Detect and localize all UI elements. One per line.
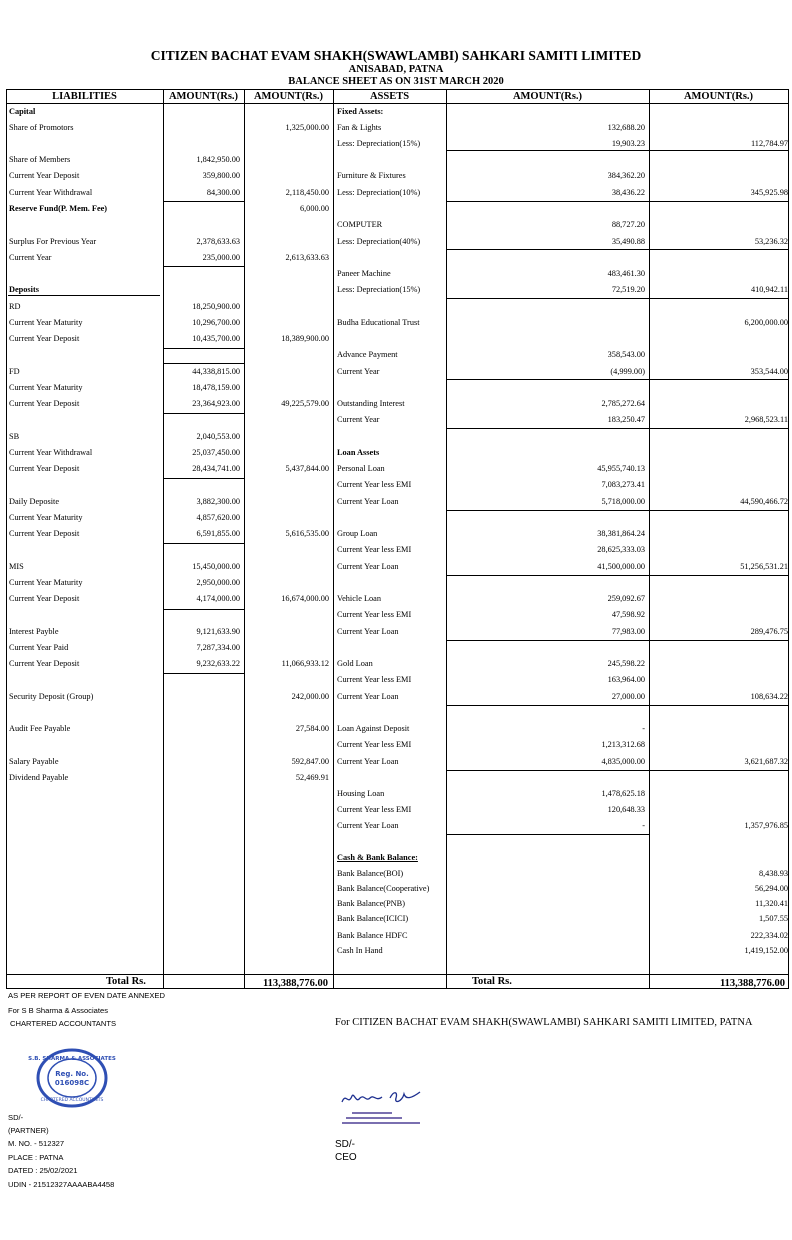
liability-separator [163,266,244,267]
asset-amount-2: 6,200,000.00 [744,318,788,327]
asset-label: Fixed Assets: [337,107,384,116]
asset-label: Current Year less EMI [337,805,412,814]
asset-label: Gold Loan [337,659,373,668]
asset-label: Current Year Loan [337,692,399,701]
liability-amount-1: 2,040,553.00 [196,432,240,441]
asset-separator [446,379,789,380]
asset-amount-1: 4,835,000.00 [601,757,645,766]
membership-number: M. NO. - 512327 [8,1139,65,1148]
col-border-0 [6,89,7,989]
liability-label: Reserve Fund(P. Mem. Fee) [9,204,108,213]
liability-separator [163,478,244,479]
asset-label: Current Year Loan [337,821,399,830]
liability-separator [163,543,244,544]
asset-amount-1: 259,092.67 [607,594,645,603]
asset-label: Housing Loan [337,789,385,798]
asset-amount-1: 7,083,273.41 [601,480,645,489]
asset-amount-2: 11,320.41 [755,899,788,908]
liability-label: Current Year Deposit [9,334,80,343]
asset-amount-1: 88,727.20 [611,220,645,229]
header-amount-1: AMOUNT(Rs.) [168,91,239,102]
liability-amount-1: 84,300.00 [206,188,240,197]
liability-amount-2: 5,437,844.00 [285,464,329,473]
col-border-5 [649,89,650,989]
col-border-1 [163,89,164,989]
asset-label: COMPUTER [337,220,383,229]
asset-label: Current Year Loan [337,757,399,766]
liability-label: Share of Promotors [9,123,74,132]
asset-amount-1: 27,000.00 [611,692,645,701]
liability-label: Daily Deposite [9,497,60,506]
ceo-title: CEO [335,1152,357,1163]
asset-amount-1: 38,436.22 [611,188,645,197]
asset-label: Advance Payment [337,350,398,359]
asset-label: Current Year less EMI [337,740,412,749]
liability-amount-1: 9,121,633.90 [196,627,240,636]
liability-amount-2: 18,389,900.00 [281,334,329,343]
asset-separator [446,249,789,250]
liability-label: Current Year Deposit [9,399,80,408]
liability-label: Current Year [9,253,52,262]
asset-amount-1: 163,964.00 [607,675,645,684]
asset-amount-2: 289,476.75 [750,627,788,636]
liability-label: FD [9,367,20,376]
asset-separator [446,298,789,299]
asset-amount-2: 56,294.00 [754,884,788,893]
asset-label: Personal Loan [337,464,385,473]
asset-amount-2: 8,438.93 [758,869,788,878]
asset-label: Current Year less EMI [337,545,412,554]
asset-separator [446,150,789,151]
liability-label: Salary Payable [9,757,59,766]
liability-label: Interest Payble [9,627,59,636]
liability-amount-1: 235,000.00 [202,253,240,262]
asset-label: Paneer Machine [337,269,391,278]
asset-amount-2: 353,544.00 [750,367,788,376]
asset-label: Bank Balance HDFC [337,931,408,940]
liability-separator [163,413,244,414]
asset-label: Vehicle Loan [337,594,381,603]
asset-separator [446,640,789,641]
liability-amount-2: 16,674,000.00 [281,594,329,603]
liability-label: Audit Fee Payable [9,724,71,733]
for-company-line: For CITIZEN BACHAT EVAM SHAKH(SWAWLAMBI) SAHKARI SAMITI LIMITED, PATNA [335,1017,753,1028]
liability-amount-1: 15,450,000.00 [192,562,240,571]
asset-amount-2: 345,925.98 [750,188,788,197]
liability-label: Current Year Maturity [9,383,83,392]
asset-label: Bank Balance(BOI) [337,869,404,878]
total-value-right: 113,388,776.00 [719,978,785,989]
asset-label: Loan Assets [337,448,380,457]
liability-amount-1: 25,037,450.00 [192,448,240,457]
liability-amount-1: 1,842,950.00 [196,155,240,164]
liability-label: Current Year Maturity [9,318,83,327]
place-line: PLACE : PATNA [8,1153,64,1162]
asset-amount-2: 222,334.02 [750,931,788,940]
liability-amount-1: 359,800.00 [202,171,240,180]
asset-label: Loan Against Deposit [337,724,410,733]
asset-amount-2: 112,784.97 [750,139,788,148]
asset-amount-1: 132,688.20 [607,123,645,132]
liability-separator [163,363,244,364]
ceo-signature [338,1088,428,1130]
header-amount-2: AMOUNT(Rs.) [253,91,324,102]
svg-text:S.B. SHARMA & ASSOCIATES: S.B. SHARMA & ASSOCIATES [28,1056,116,1062]
header-assets: ASSETS [369,91,410,102]
liability-separator [163,609,244,610]
liability-amount-1: 44,338,815.00 [192,367,240,376]
liability-amount-2: 1,325,000.00 [285,123,329,132]
asset-label: Current Year [337,415,380,424]
asset-amount-1: 35,490.88 [611,237,645,246]
asset-label: Budha Educational Trust [337,318,420,327]
asset-amount-1: 38,381,864.24 [597,529,645,538]
asset-label: Current Year Loan [337,562,399,571]
liability-amount-1: 4,857,620.00 [196,513,240,522]
asset-amount-1: 77,983.00 [611,627,645,636]
asset-label: Current Year Loan [337,497,399,506]
firm-role: CHARTERED ACCOUNTANTS [10,1019,117,1028]
liability-amount-2: 2,118,450.00 [285,188,329,197]
asset-separator [446,201,789,202]
liability-label: Current Year Maturity [9,513,83,522]
asset-amount-1: 483,461.30 [607,269,645,278]
liability-amount-1: 23,364,923.00 [192,399,240,408]
asset-label: Group Loan [337,529,378,538]
asset-amount-2: 53,236.32 [754,237,788,246]
asset-label: Current Year less EMI [337,480,412,489]
asset-label: Fan & Lights [337,123,382,132]
company-title: CITIZEN BACHAT EVAM SHAKH(SWAWLAMBI) SAHKARI SAMITI LIMITED [150,48,642,63]
asset-amount-1: 19,903.23 [611,139,645,148]
liability-label: Current Year Withdrawal [9,188,93,197]
asset-amount-1: 1,478,625.18 [601,789,645,798]
auditor-stamp [28,1048,116,1108]
liability-label: Capital [9,107,36,116]
liability-label: Current Year Deposit [9,594,80,603]
liability-amount-1: 28,434,741.00 [192,464,240,473]
svg-text:CHARTERED ACCOUNTANTS: CHARTERED ACCOUNTANTS [40,1098,104,1103]
liability-label: Surplus For Previous Year [9,237,97,246]
asset-separator [446,428,789,429]
asset-amount-2: 3,621,687.32 [744,757,788,766]
sd-right: SD/- [335,1139,355,1150]
asset-label: Cash & Bank Balance: [337,853,418,862]
liability-amount-1: 10,435,700.00 [192,334,240,343]
asset-label: Outstanding Interest [337,399,405,408]
liability-label: Security Deposit (Group) [9,692,94,701]
liability-amount-1: 2,950,000.00 [196,578,240,587]
asset-amount-2: 1,419,152.00 [744,946,788,955]
asset-amount-1: 120,648.33 [607,805,645,814]
asset-amount-2: 2,968,523.11 [744,415,788,424]
asset-amount-1: 45,955,740.13 [597,464,645,473]
asset-label: Cash In Hand [337,946,383,955]
liability-amount-1: 7,287,334.00 [196,643,240,652]
liability-label: Dividend Payable [9,773,69,782]
asset-amount-1: 358,543.00 [607,350,645,359]
total-label-right: Total Rs. [472,976,512,987]
asset-separator [446,834,649,835]
asset-label: Less: Depreciation(40%) [337,237,421,246]
asset-amount-1: 28,625,333.03 [597,545,645,554]
col-border-6 [788,89,789,989]
liability-separator [8,295,160,296]
asset-label: Current Year [337,367,380,376]
liability-amount-2: 5,616,535.00 [285,529,329,538]
asset-label: Current Year Loan [337,627,399,636]
asset-amount-1: 1,213,312.68 [601,740,645,749]
liability-amount-1: 2,378,633.63 [196,237,240,246]
liability-label: Current Year Maturity [9,578,83,587]
asset-amount-1: 183,250.47 [607,415,645,424]
asset-label: Current Year less EMI [337,675,412,684]
liability-amount-1: 18,250,900.00 [192,302,240,311]
asset-label: Less: Depreciation(10%) [337,188,421,197]
asset-label: Less: Depreciation(15%) [337,285,421,294]
header-amount-4: AMOUNT(Rs.) [683,91,754,102]
asset-amount-1: 41,500,000.00 [597,562,645,571]
liability-amount-1: 4,174,000.00 [196,594,240,603]
liability-label: Current Year Deposit [9,529,80,538]
asset-amount-2: 410,942.11 [750,285,788,294]
asset-separator [446,770,789,771]
asset-label: Bank Balance(ICICI) [337,914,409,923]
total-label-left: Total Rs. [106,976,146,987]
asset-amount-1: - [642,821,645,830]
liability-amount-1: 3,882,300.00 [196,497,240,506]
partner-label: (PARTNER) [8,1126,49,1135]
sd-left: SD/- [8,1113,24,1122]
liability-amount-2: 592,847.00 [291,757,329,766]
liability-label: Share of Members [9,155,71,164]
asset-amount-2: 1,507.55 [758,914,788,923]
liability-amount-2: 11,066,933.12 [281,659,329,668]
liability-amount-2: 242,000.00 [291,692,329,701]
asset-amount-2: 44,590,466.72 [740,497,788,506]
asset-amount-1: 47,598.92 [611,610,645,619]
header-amount-3: AMOUNT(Rs.) [512,91,583,102]
liability-label: Current Year Deposit [9,659,80,668]
asset-amount-1: 384,362.20 [607,171,645,180]
asset-amount-2: 1,357,976.85 [744,821,788,830]
asset-separator [446,575,789,576]
liability-label: MIS [9,562,24,571]
total-value-left: 113,388,776.00 [262,978,328,989]
header-liabilities: LIABILITIES [52,91,117,102]
liability-amount-2: 52,469.91 [295,773,329,782]
asset-amount-1: 245,598.22 [607,659,645,668]
dated-line: DATED : 25/02/2021 [8,1166,78,1175]
liability-amount-1: 10,296,700.00 [192,318,240,327]
liability-separator [163,673,244,674]
liability-label: Deposits [9,285,39,294]
svg-text:016098C: 016098C [54,1079,90,1087]
liability-amount-2: 27,584.00 [295,724,329,733]
liability-label: Current Year Deposit [9,171,80,180]
liability-amount-1: 18,478,159.00 [192,383,240,392]
asset-separator [446,705,789,706]
udin-line: UDIN - 21512327AAAABA4458 [8,1180,115,1189]
asset-amount-1: (4,999.00) [610,367,645,376]
report-line: AS PER REPORT OF EVEN DATE ANNEXED [8,991,165,1000]
liability-label: Current Year Paid [9,643,69,652]
liability-separator [163,348,244,349]
svg-text:Reg. No.: Reg. No. [55,1070,89,1078]
liability-separator [163,201,244,202]
asset-amount-1: - [642,724,645,733]
col-border-2 [244,89,245,989]
asset-amount-2: 51,256,531.21 [740,562,788,571]
sheet-subtitle: BALANCE SHEET AS ON 31ST MARCH 2020 [288,76,504,87]
asset-label: Furniture & Fixtures [337,171,406,180]
company-location: ANISABAD, PATNA [348,64,444,75]
liability-amount-2: 6,000.00 [299,204,329,213]
col-border-3 [333,89,334,989]
liability-amount-1: 6,591,855.00 [196,529,240,538]
asset-amount-1: 72,519.20 [611,285,645,294]
asset-label: Bank Balance(PNB) [337,899,405,908]
liability-amount-1: 9,232,633.22 [196,659,240,668]
asset-label: Current Year less EMI [337,610,412,619]
asset-label: Less: Depreciation(15%) [337,139,421,148]
asset-amount-2: 108,634.22 [750,692,788,701]
firm-name: For S B Sharma & Associates [8,1006,109,1015]
asset-amount-1: 5,718,000.00 [601,497,645,506]
liability-amount-2: 2,613,633.63 [285,253,329,262]
liability-label: Current Year Deposit [9,464,80,473]
liability-label: SB [9,432,20,441]
liability-label: RD [9,302,21,311]
asset-label: Bank Balance(Cooperative) [337,884,430,893]
asset-amount-1: 2,785,272.64 [601,399,645,408]
liability-label: Current Year Withdrawal [9,448,93,457]
asset-separator [446,510,789,511]
liability-amount-2: 49,225,579.00 [281,399,329,408]
